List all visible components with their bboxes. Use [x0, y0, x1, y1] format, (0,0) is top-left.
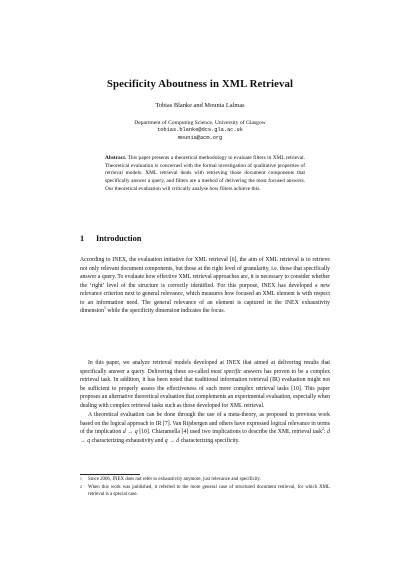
paper-authors: Tobias Blanke and Mounia Lalmas [155, 102, 245, 109]
paragraph-2-text-a: In this paper, we analyze retrieval models developed at INEX that aimed at delivering results that specifically answer a query. Delivering these so-called [80, 360, 330, 375]
paragraph-3-text-a: A theoretical evaluation can be done through the use of a meta-theory, as proposed in previous work based on the logical approach to IR [7]. Van Rijsbergen and others have expressed logical relevance in terms of the implication [80, 412, 330, 436]
paragraph-3-text-c: : [323, 429, 328, 436]
footnote-ref-1[interactable]: 1 [103, 306, 106, 311]
emphasis-most-specific: most specific [210, 368, 242, 375]
author-email-1: tobias.blanke@dcs.gla.ac.uk [157, 127, 243, 134]
paper-title: Specificity Aboutness in XML Retrieval [106, 78, 294, 90]
author-email-2: mounia@acm.org [177, 134, 223, 141]
paragraph-2 [80, 359, 330, 410]
abstract-text: This paper presents a theoretical methodology to evaluate filters in XML retrieval. Theoretical evaluation is concerned with the formal investigation of qualitative properties of retrieval models. XML retrieval deals with retrieving those document components that specifically answer a query, and filters are a method of delivering the most focused answers. Our theoretical evaluation will critically analyse how filters achieve this. [105, 155, 305, 192]
abstract [105, 155, 305, 194]
paragraph-2-text-b: answers has proven to be a complex retrieval task. In addition, it has been noted that traditional information retrieval (IR) evaluation might not be sufficient to properly assess the effectiveness of such more complex retrieval tasks [10]. This paper proposes an alternative theoretical evaluation that complements an experimental evaluation, especially when dealing with complex retrieval tasks such as those developed for XML retrieval. [80, 368, 330, 409]
footnotes [80, 476, 330, 499]
footnote-2-mark: 2 [80, 484, 82, 489]
paragraph-1-end: while the specificity dimension indicates the focus. [105, 308, 225, 315]
footnote-2 [80, 484, 330, 499]
footnote-2-text: When this work was published, it referred to the more general case of structured document retrieval, for which XML retrieval is a special case. [88, 484, 330, 498]
footnote-1-text: Since 2006, INEX does not refer to exhaustivity anymore, just relevance and specificity. [88, 477, 261, 482]
affiliation-block [0, 120, 400, 142]
paragraph-3-text-e: characterizing specificity. [179, 437, 240, 444]
section-title: Introduction [96, 234, 142, 243]
paragraph-3-text-d: characterizing exhaustivity and [90, 437, 165, 444]
affiliation-department: Department of Computing Science, University of Glasgow [134, 120, 266, 126]
footnote-divider [80, 474, 140, 475]
paragraph-3-text-b: [10]. Chiaramella [4] used two implications to describe the XML retrieval task [137, 429, 323, 436]
paragraph-1 [80, 256, 330, 316]
abstract-heading: Abstract. [105, 155, 127, 161]
footnote-ref-2[interactable]: 2 [322, 427, 324, 432]
implication-d-to-q-2: d → q [80, 429, 331, 444]
implication-d-to-q: d → q [122, 429, 138, 436]
section-heading [80, 234, 141, 243]
footnote-1-mark: 1 [80, 477, 82, 481]
implication-q-to-d: q → d [164, 437, 180, 444]
paragraph-3 [80, 411, 330, 445]
footnote-1 [80, 476, 330, 484]
section-number: 1 [80, 234, 85, 243]
paragraph-1-text: According to INEX, the evaluation initiative for XML retrieval [6], the aim of XML retrieval is to retrieve not only relevant document components, but those at the right level of granularity, i.e. those that specifically answer a query. To evaluate how effective XML retrieval approaches are, it is necessary to consider whether the ‘right’ level of the structure is correctly identified. For this purpose, INEX has developed a new relevance criterion next to general relevance, which measures how focused an XML element is with respect to an information need. The general relevance of an element is captured in the INEX exhaustivity dimension [80, 257, 330, 315]
